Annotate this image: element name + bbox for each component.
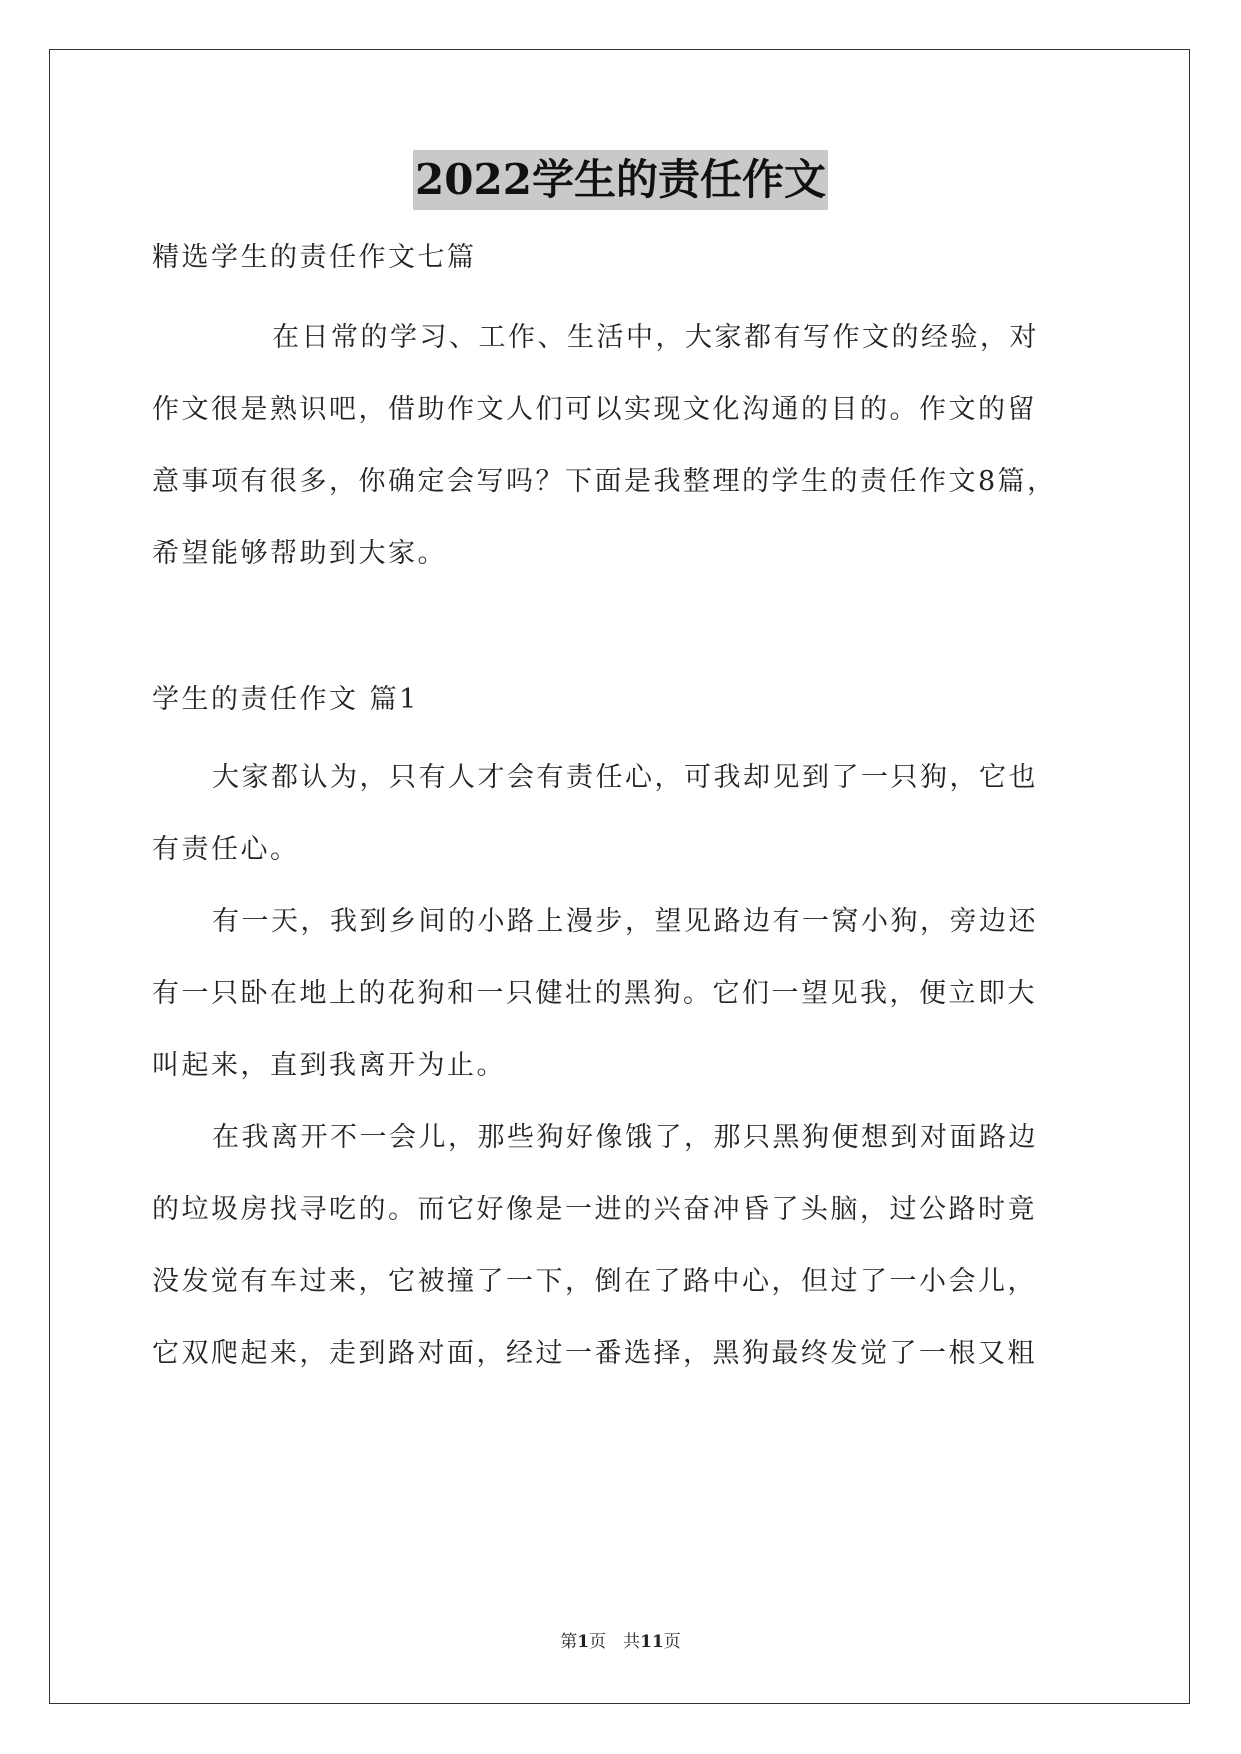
paragraph-line: 有责任心。 xyxy=(152,834,300,865)
paragraph-line: 在我离开不一会儿，那些狗好像饿了，那只黑狗便想到对面路边 xyxy=(212,1122,1038,1153)
paragraph-line: 叫起来，直到我离开为止。 xyxy=(152,1050,506,1081)
section-heading: 学生的责任作文 篇1 xyxy=(152,684,419,715)
intro-line: 在日常的学习、工作、生活中，大家都有写作文的经验，对 xyxy=(272,322,1039,353)
footer-page-current: 1 xyxy=(577,1632,590,1652)
paragraph-line: 的垃圾房找寻吃的。而它好像是一进的兴奋冲昏了头脑，过公路时竟 xyxy=(152,1194,1037,1225)
document-title: 2022学生的责任作文 xyxy=(413,150,828,210)
intro-line: 作文很是熟识吧，借助作文人们可以实现文化沟通的目的。作文的留 xyxy=(152,394,1037,425)
intro-line: 意事项有很多，你确定会写吗？下面是我整理的学生的责任作文8篇， xyxy=(152,466,1057,497)
title-container xyxy=(0,150,1241,210)
paragraph-line: 没发觉有车过来，它被撞了一下，倒在了路中心，但过了一小会儿， xyxy=(152,1266,1037,1297)
paragraph-line: 有一只卧在地上的花狗和一只健壮的黑狗。它们一望见我，便立即大 xyxy=(152,978,1037,1009)
page-footer xyxy=(0,1627,1241,1652)
footer-prefix: 第 xyxy=(560,1632,578,1652)
footer-suffix: 页 xyxy=(663,1632,681,1652)
footer-middle: 页 共 xyxy=(589,1632,641,1652)
paragraph-line: 它双爬起来，走到路对面，经过一番选择，黑狗最终发觉了一根又粗 xyxy=(152,1338,1037,1369)
page-border xyxy=(49,49,1190,1704)
intro-line: 希望能够帮助到大家。 xyxy=(152,538,447,569)
paragraph-line: 大家都认为，只有人才会有责任心，可我却见到了一只狗，它也 xyxy=(212,762,1038,793)
footer-page-total: 11 xyxy=(640,1632,664,1652)
document-subtitle: 精选学生的责任作文七篇 xyxy=(152,242,477,273)
paragraph-line: 有一天，我到乡间的小路上漫步，望见路边有一窝小狗，旁边还 xyxy=(212,906,1038,937)
